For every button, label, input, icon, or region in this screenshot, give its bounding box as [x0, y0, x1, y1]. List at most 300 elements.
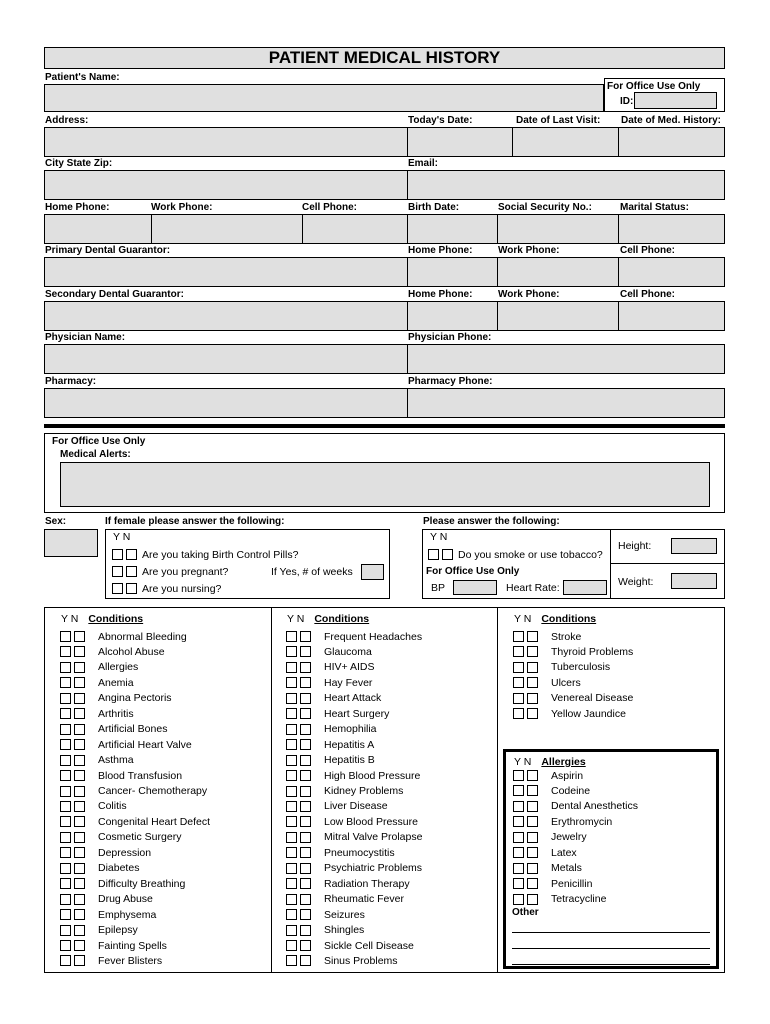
no-checkbox[interactable] [527, 832, 538, 843]
other-line-2[interactable] [512, 948, 710, 949]
weeks-label: If Yes, # of weeks [271, 566, 353, 578]
bcp-yes-checkbox[interactable] [112, 549, 123, 560]
condition-row [286, 644, 372, 659]
condition-row [60, 861, 139, 876]
condition-row [513, 691, 633, 706]
address-label: Address: [45, 115, 89, 126]
no-checkbox[interactable] [300, 925, 311, 936]
condition-label: Yellow Jaundice [551, 707, 626, 720]
condition-label: Emphysema [98, 908, 157, 921]
yes-checkbox[interactable] [60, 878, 71, 889]
email-field[interactable] [407, 170, 725, 200]
yes-checkbox[interactable] [286, 755, 297, 766]
col3-yn: Y N [514, 613, 532, 625]
smoke-yes-checkbox[interactable] [428, 549, 439, 560]
condition-row [286, 706, 389, 721]
id-field[interactable] [634, 92, 717, 109]
bp-label: BP [431, 582, 446, 594]
pharmacy-phone-label: Pharmacy Phone: [408, 376, 493, 387]
condition-row [286, 892, 404, 907]
col3-header [514, 613, 596, 625]
condition-row [60, 923, 138, 938]
cell-phone-field[interactable] [302, 214, 408, 244]
no-checkbox[interactable] [300, 708, 311, 719]
no-checkbox[interactable] [527, 878, 538, 889]
condition-label: Cancer- Chemotherapy [98, 785, 208, 797]
condition-label: Radiation Therapy [324, 877, 410, 890]
condition-label: Congenital Heart Defect [98, 815, 211, 828]
yes-checkbox[interactable] [60, 847, 71, 858]
last-visit-label: Date of Last Visit: [516, 115, 601, 126]
female-question-pregnant [112, 564, 228, 579]
condition-row [60, 953, 162, 968]
condition-label: Colitis [98, 800, 127, 813]
yes-checkbox[interactable] [286, 708, 297, 719]
condition-row [60, 799, 127, 814]
pregnant-yes-checkbox[interactable] [112, 566, 123, 577]
condition-row [286, 830, 422, 845]
yes-checkbox[interactable] [286, 677, 297, 688]
primary-home-phone-label: Home Phone: [408, 245, 473, 256]
condition-label: Hay Fever [324, 676, 373, 689]
yes-checkbox[interactable] [286, 693, 297, 704]
condition-row [60, 907, 156, 922]
no-checkbox[interactable] [74, 770, 85, 781]
condition-label: Penicillin [551, 877, 593, 890]
secondary-cell-phone-field[interactable] [618, 301, 725, 331]
primary-home-phone-field[interactable] [407, 257, 498, 287]
condition-row [286, 876, 410, 891]
city-field[interactable] [44, 170, 408, 200]
secondary-guarantor-field[interactable] [44, 301, 408, 331]
condition-label: Alcohol Abuse [98, 645, 165, 658]
yes-checkbox[interactable] [513, 708, 524, 719]
yes-checkbox[interactable] [513, 631, 524, 642]
no-checkbox[interactable] [300, 894, 311, 905]
yes-checkbox[interactable] [513, 832, 524, 843]
condition-row [60, 629, 187, 644]
female-question-bcp [112, 547, 298, 562]
condition-label: Rheumatic Fever [324, 893, 404, 906]
sex-field[interactable] [44, 529, 98, 557]
no-checkbox[interactable] [74, 816, 85, 827]
condition-row [286, 675, 372, 690]
yes-checkbox[interactable] [60, 863, 71, 874]
condition-row [513, 660, 610, 675]
condition-row [513, 706, 626, 721]
no-checkbox[interactable] [74, 631, 85, 642]
nursing-yes-checkbox[interactable] [112, 583, 123, 594]
primary-guarantor-label: Primary Dental Guarantor: [45, 245, 171, 256]
condition-label: Cosmetic Surgery [98, 831, 182, 844]
no-checkbox[interactable] [74, 832, 85, 843]
no-checkbox[interactable] [300, 955, 311, 966]
med-history-field[interactable] [618, 127, 725, 157]
condition-label: Erythromycin [551, 815, 613, 828]
yes-checkbox[interactable] [60, 755, 71, 766]
yes-checkbox[interactable] [60, 708, 71, 719]
no-checkbox[interactable] [300, 847, 311, 858]
condition-row [60, 938, 167, 953]
yes-checkbox[interactable] [60, 693, 71, 704]
no-checkbox[interactable] [300, 801, 311, 812]
cell-phone-label: Cell Phone: [302, 202, 358, 213]
yes-checkbox[interactable] [286, 646, 297, 657]
condition-label: Frequent Headaches [324, 630, 423, 643]
col2-yn: Y N [287, 613, 305, 625]
sex-label: Sex: [45, 516, 67, 527]
no-checkbox[interactable] [74, 801, 85, 812]
no-checkbox[interactable] [527, 816, 538, 827]
condition-label: Low Blood Pressure [324, 815, 418, 828]
condition-label: Tetracycline [551, 893, 607, 906]
no-checkbox[interactable] [527, 847, 538, 858]
condition-row [60, 845, 151, 860]
marital-label: Marital Status: [620, 202, 689, 213]
secondary-work-phone-field[interactable] [497, 301, 619, 331]
no-checkbox[interactable] [300, 631, 311, 642]
yes-checkbox[interactable] [513, 646, 524, 657]
yes-checkbox[interactable] [513, 816, 524, 827]
no-checkbox[interactable] [74, 847, 85, 858]
yes-checkbox[interactable] [60, 925, 71, 936]
pharmacy-field[interactable] [44, 388, 408, 418]
condition-row [60, 644, 165, 659]
other-label: Other [512, 907, 539, 918]
condition-label: Epilepsy [98, 924, 138, 937]
condition-row [286, 861, 422, 876]
marital-field[interactable] [618, 214, 725, 244]
med-history-label: Date of Med. History: [621, 115, 722, 126]
condition-row [513, 861, 582, 876]
no-checkbox[interactable] [300, 677, 311, 688]
home-phone-label: Home Phone: [45, 202, 110, 213]
no-checkbox[interactable] [74, 755, 85, 766]
condition-row [286, 629, 422, 644]
yes-checkbox[interactable] [286, 662, 297, 673]
no-checkbox[interactable] [300, 816, 311, 827]
bp-field[interactable] [453, 580, 497, 595]
condition-row [286, 814, 418, 829]
no-checkbox[interactable] [74, 940, 85, 951]
yes-checkbox[interactable] [60, 662, 71, 673]
no-checkbox[interactable] [74, 878, 85, 889]
condition-row [286, 737, 374, 752]
condition-label: Difficulty Breathing [98, 877, 186, 890]
condition-label: Seizures [324, 908, 365, 921]
yes-checkbox[interactable] [286, 739, 297, 750]
condition-row [60, 737, 192, 752]
yes-checkbox[interactable] [286, 631, 297, 642]
no-checkbox[interactable] [74, 909, 85, 920]
condition-row [286, 722, 377, 737]
no-checkbox[interactable] [300, 646, 311, 657]
condition-label: Thyroid Problems [551, 645, 634, 658]
physician-name-label: Physician Name: [45, 332, 126, 343]
condition-row [513, 814, 612, 829]
condition-label: Diabetes [98, 862, 140, 875]
condition-row [60, 784, 207, 799]
condition-label: Aspirin [551, 769, 584, 782]
weeks-field[interactable] [361, 564, 384, 580]
no-checkbox[interactable] [74, 955, 85, 966]
allergies-title: Allergies [541, 756, 586, 768]
ssn-field[interactable] [497, 214, 619, 244]
condition-label: Fever Blisters [98, 954, 163, 967]
yes-checkbox[interactable] [60, 894, 71, 905]
condition-row [513, 845, 577, 860]
no-checkbox[interactable] [527, 894, 538, 905]
condition-label: High Blood Pressure [324, 769, 421, 782]
female-question-nursing [112, 581, 221, 596]
condition-label: Liver Disease [324, 800, 388, 813]
no-checkbox[interactable] [527, 677, 538, 688]
condition-row [286, 691, 381, 706]
height-field[interactable] [671, 538, 717, 554]
condition-label: Pneumocystitis [324, 846, 395, 859]
condition-label: Tuberculosis [551, 661, 611, 674]
condition-row [60, 722, 167, 737]
no-checkbox[interactable] [527, 631, 538, 642]
yes-checkbox[interactable] [60, 677, 71, 688]
condition-label: Allergies [98, 661, 139, 674]
nursing-question: Are you nursing? [142, 582, 222, 595]
allergies-yn: Y N [514, 756, 532, 768]
yes-checkbox[interactable] [513, 662, 524, 673]
pregnant-no-checkbox[interactable] [126, 566, 137, 577]
no-checkbox[interactable] [300, 693, 311, 704]
yes-checkbox[interactable] [286, 894, 297, 905]
no-checkbox[interactable] [300, 724, 311, 735]
condition-label: Dental Anesthetics [551, 800, 638, 813]
secondary-home-phone-field[interactable] [407, 301, 498, 331]
physician-name-field[interactable] [44, 344, 408, 374]
yes-checkbox[interactable] [286, 863, 297, 874]
physician-phone-field[interactable] [407, 344, 725, 374]
no-checkbox[interactable] [74, 925, 85, 936]
primary-guarantor-field[interactable] [44, 257, 408, 287]
yes-checkbox[interactable] [60, 832, 71, 843]
yes-checkbox[interactable] [60, 739, 71, 750]
no-checkbox[interactable] [300, 878, 311, 889]
col2-header [287, 613, 369, 625]
email-label: Email: [408, 158, 439, 169]
yes-checkbox[interactable] [286, 909, 297, 920]
yes-checkbox[interactable] [60, 786, 71, 797]
secondary-home-phone-label: Home Phone: [408, 289, 473, 300]
condition-label: Psychiatric Problems [324, 862, 423, 875]
yes-checkbox[interactable] [286, 940, 297, 951]
col3-conditions-title: Conditions [541, 613, 597, 625]
yes-checkbox[interactable] [60, 940, 71, 951]
yes-checkbox[interactable] [60, 770, 71, 781]
no-checkbox[interactable] [74, 693, 85, 704]
no-checkbox[interactable] [74, 786, 85, 797]
home-phone-field[interactable] [44, 214, 152, 244]
secondary-guarantor-label: Secondary Dental Guarantor: [45, 289, 184, 300]
id-label: ID: [620, 96, 634, 107]
condition-label: Hemophilia [324, 723, 377, 736]
condition-row [513, 892, 606, 907]
condition-label: Asthma [98, 754, 134, 767]
yes-checkbox[interactable] [60, 816, 71, 827]
yes-checkbox[interactable] [286, 801, 297, 812]
weight-field[interactable] [671, 573, 717, 589]
yes-checkbox[interactable] [513, 770, 524, 781]
no-checkbox[interactable] [527, 646, 538, 657]
condition-label: Shingles [324, 924, 365, 937]
conditions-col-divider-2 [497, 607, 498, 973]
smoke-no-checkbox[interactable] [442, 549, 453, 560]
yes-checkbox[interactable] [60, 909, 71, 920]
no-checkbox[interactable] [74, 662, 85, 673]
condition-row [286, 753, 375, 768]
condition-row [513, 876, 592, 891]
ssn-label: Social Security No.: [498, 202, 592, 213]
no-checkbox[interactable] [527, 693, 538, 704]
condition-label: Mitral Valve Prolapse [324, 831, 423, 844]
no-checkbox[interactable] [300, 755, 311, 766]
yes-checkbox[interactable] [513, 894, 524, 905]
condition-row [60, 830, 181, 845]
condition-label: Heart Surgery [324, 707, 390, 720]
yes-checkbox[interactable] [513, 878, 524, 889]
no-checkbox[interactable] [74, 646, 85, 657]
last-visit-field[interactable] [512, 127, 619, 157]
birth-date-field[interactable] [407, 214, 498, 244]
condition-label: Metals [551, 862, 582, 875]
birth-date-label: Birth Date: [408, 202, 460, 213]
page-title: PATIENT MEDICAL HISTORY [268, 48, 501, 67]
condition-label: Drug Abuse [98, 893, 153, 906]
no-checkbox[interactable] [74, 677, 85, 688]
col1-header [61, 613, 143, 625]
yes-checkbox[interactable] [286, 832, 297, 843]
no-checkbox[interactable] [527, 662, 538, 673]
yes-checkbox[interactable] [286, 816, 297, 827]
no-checkbox[interactable] [527, 770, 538, 781]
medical-alerts-field[interactable] [60, 462, 710, 507]
condition-row [286, 660, 374, 675]
heart-rate-field[interactable] [563, 580, 607, 595]
condition-label: Latex [551, 846, 577, 859]
no-checkbox[interactable] [300, 863, 311, 874]
yes-checkbox[interactable] [286, 955, 297, 966]
no-checkbox[interactable] [300, 786, 311, 797]
condition-label: Sinus Problems [324, 954, 398, 967]
no-checkbox[interactable] [527, 785, 538, 796]
weight-label: Weight: [618, 576, 654, 588]
condition-row [286, 799, 388, 814]
no-checkbox[interactable] [74, 863, 85, 874]
female-section-title: If female please answer the following: [105, 516, 285, 527]
no-checkbox[interactable] [74, 708, 85, 719]
condition-row [60, 876, 185, 891]
yes-checkbox[interactable] [60, 631, 71, 642]
todays-date-field[interactable] [407, 127, 513, 157]
yes-checkbox[interactable] [286, 786, 297, 797]
no-checkbox[interactable] [300, 909, 311, 920]
other-line-1[interactable] [512, 932, 710, 933]
condition-label: Glaucoma [324, 645, 372, 658]
yes-checkbox[interactable] [513, 785, 524, 796]
no-checkbox[interactable] [300, 940, 311, 951]
no-checkbox[interactable] [527, 863, 538, 874]
pregnant-question: Are you pregnant? [142, 565, 229, 578]
no-checkbox[interactable] [74, 739, 85, 750]
patient-name-field[interactable] [44, 84, 604, 112]
no-checkbox[interactable] [300, 739, 311, 750]
todays-date-label: Today's Date: [408, 115, 473, 126]
secondary-cell-phone-label: Cell Phone: [620, 289, 676, 300]
yes-checkbox[interactable] [513, 693, 524, 704]
yes-checkbox[interactable] [513, 863, 524, 874]
nursing-no-checkbox[interactable] [126, 583, 137, 594]
address-field[interactable] [44, 127, 408, 157]
general-mid-divider [611, 563, 725, 564]
general-box-divider [610, 529, 611, 599]
condition-row [513, 644, 633, 659]
condition-label: Codeine [551, 784, 591, 797]
general-yn-header: Y N [430, 531, 448, 543]
no-checkbox[interactable] [527, 708, 538, 719]
condition-row [60, 675, 134, 690]
yes-checkbox[interactable] [513, 801, 524, 812]
no-checkbox[interactable] [300, 770, 311, 781]
primary-work-phone-field[interactable] [497, 257, 619, 287]
yes-checkbox[interactable] [286, 770, 297, 781]
yes-checkbox[interactable] [60, 724, 71, 735]
yes-checkbox[interactable] [286, 847, 297, 858]
yes-checkbox[interactable] [286, 878, 297, 889]
work-phone-label: Work Phone: [151, 202, 213, 213]
no-checkbox[interactable] [527, 801, 538, 812]
condition-label: Venereal Disease [551, 692, 634, 705]
condition-label: Sickle Cell Disease [324, 939, 414, 952]
primary-cell-phone-label: Cell Phone: [620, 245, 676, 256]
condition-row [286, 784, 403, 799]
work-phone-field[interactable] [151, 214, 303, 244]
yes-checkbox[interactable] [60, 955, 71, 966]
condition-label: Heart Attack [324, 692, 382, 705]
bcp-no-checkbox[interactable] [126, 549, 137, 560]
condition-label: Hepatitis A [324, 738, 375, 751]
yes-checkbox[interactable] [513, 847, 524, 858]
condition-row [513, 799, 638, 814]
pharmacy-phone-field[interactable] [407, 388, 725, 418]
condition-row [286, 907, 365, 922]
yes-checkbox[interactable] [286, 925, 297, 936]
other-line-3[interactable] [512, 964, 710, 965]
condition-label: Ulcers [551, 676, 581, 689]
condition-label: HIV+ AIDS [324, 661, 375, 674]
general-question-smoke [428, 547, 603, 562]
no-checkbox[interactable] [300, 832, 311, 843]
yes-checkbox[interactable] [513, 677, 524, 688]
condition-row [60, 753, 134, 768]
condition-row [60, 768, 182, 783]
primary-cell-phone-field[interactable] [618, 257, 725, 287]
yes-checkbox[interactable] [286, 724, 297, 735]
yes-checkbox[interactable] [60, 646, 71, 657]
yes-checkbox[interactable] [60, 801, 71, 812]
alerts-office-use-label: For Office Use Only [52, 436, 146, 447]
no-checkbox[interactable] [74, 724, 85, 735]
condition-row [60, 660, 138, 675]
female-yn-header: Y N [113, 531, 131, 543]
no-checkbox[interactable] [300, 662, 311, 673]
no-checkbox[interactable] [74, 894, 85, 905]
